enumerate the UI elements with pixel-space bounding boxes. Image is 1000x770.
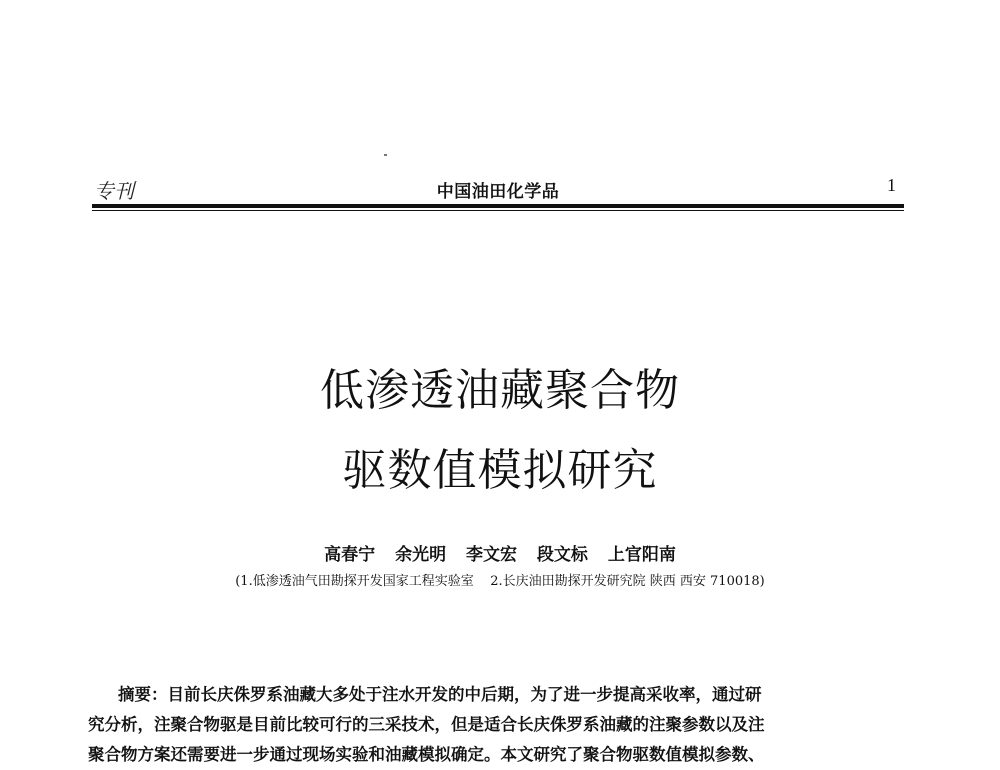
- abstract-line-2: 究分析，注聚合物驱是目前比较可行的三采技术，但是适合长庆侏罗系油藏的注聚参数以及注: [88, 715, 765, 734]
- scan-speck: [384, 154, 387, 156]
- article-title-line-1: 低渗透油藏聚合物: [320, 365, 680, 416]
- author-affiliation: (1.低渗透油气田勘探开发国家工程实验室 2.长庆油田勘探开发研究院 陕西 西安 710018): [235, 574, 765, 589]
- header-rule-thin: [92, 210, 904, 211]
- article-title-line-2: 驱数值模拟研究: [342, 445, 658, 496]
- header-rule-thick: [92, 204, 904, 208]
- abstract-line-1: 摘要：目前长庆侏罗系油藏大多处于注水开发的中后期，为了进一步提高采收率，通过研: [118, 685, 762, 704]
- header-section-label: 专刊: [94, 179, 134, 203]
- header-journal-name: 中国油田化学品: [436, 182, 560, 202]
- running-header: [92, 164, 904, 214]
- abstract-line-3: 聚合物方案还需要进一步通过现场实验和油藏模拟确定。本文研究了聚合物驱数值模拟参数、: [88, 745, 765, 764]
- author-list: 高春宁 余光明 李文宏 段文标 上官阳南: [324, 545, 676, 565]
- header-page-number: 1: [887, 175, 896, 195]
